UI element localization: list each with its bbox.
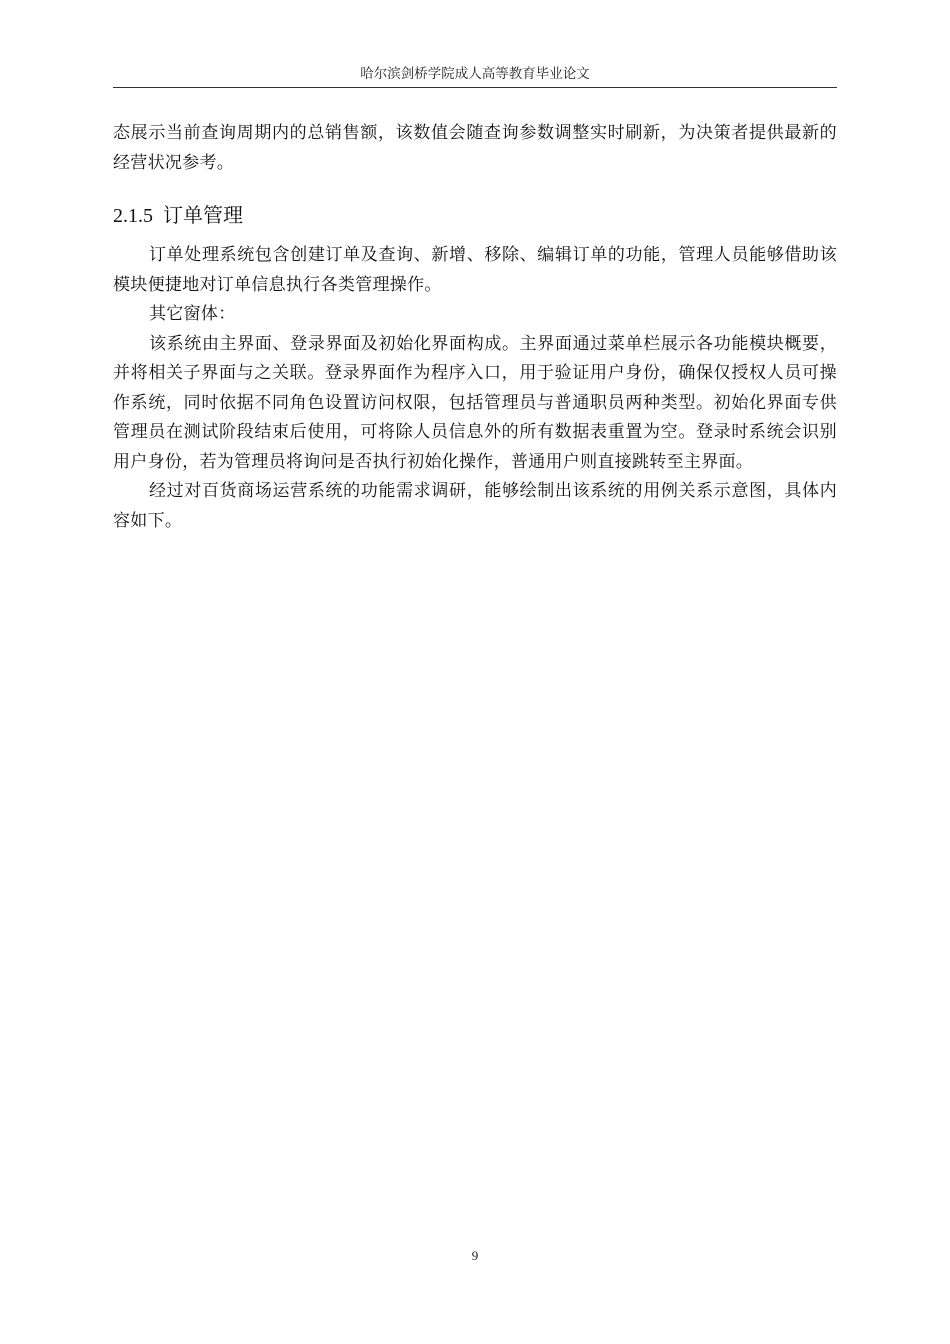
page-number: 9 [471, 1248, 479, 1263]
body-paragraph: 其它窗体： [149, 304, 236, 324]
section-title: 订单管理 [163, 203, 243, 227]
continued-paragraph: 态展示当前查询周期内的总销售额，该数值会随查询参数调整实时刷新，为决策者提供最新的经营状况参考。 [113, 123, 837, 173]
body-paragraph: 经过对百货商场运营系统的功能需求调研，能够绘制出该系统的用例关系示意图，具体内容如下。 [113, 481, 837, 531]
header-rule [113, 87, 837, 88]
section-heading [113, 201, 837, 230]
section-number: 2.1.5 [113, 205, 153, 227]
page-header: 哈尔滨剑桥学院成人高等教育毕业论文 [360, 66, 590, 82]
body-paragraph: 该系统由主界面、登录界面及初始化界面构成。主界面通过菜单栏展示各功能模块概要，并将相关子界面与之关联。登录界面作为程序入口，用于验证用户身份，确保仅授权人员可操作系统，同时依据不同角色设置访问权限，包括管理员与普通职员两种类型。初始化界面专供管理员在测试阶段结束后使用，可将除人员信息外的所有数据表重置为空。登录时系统会识别用户身份，若为管理员将询问是否执行初始化操作，普通用户则直接跳转至主界面。 [113, 333, 837, 472]
body-paragraph: 订单处理系统包含创建订单及查询、新增、移除、编辑订单的功能，管理人员能够借助该模块便捷地对订单信息执行各类管理操作。 [113, 245, 837, 295]
page-content [113, 119, 837, 536]
